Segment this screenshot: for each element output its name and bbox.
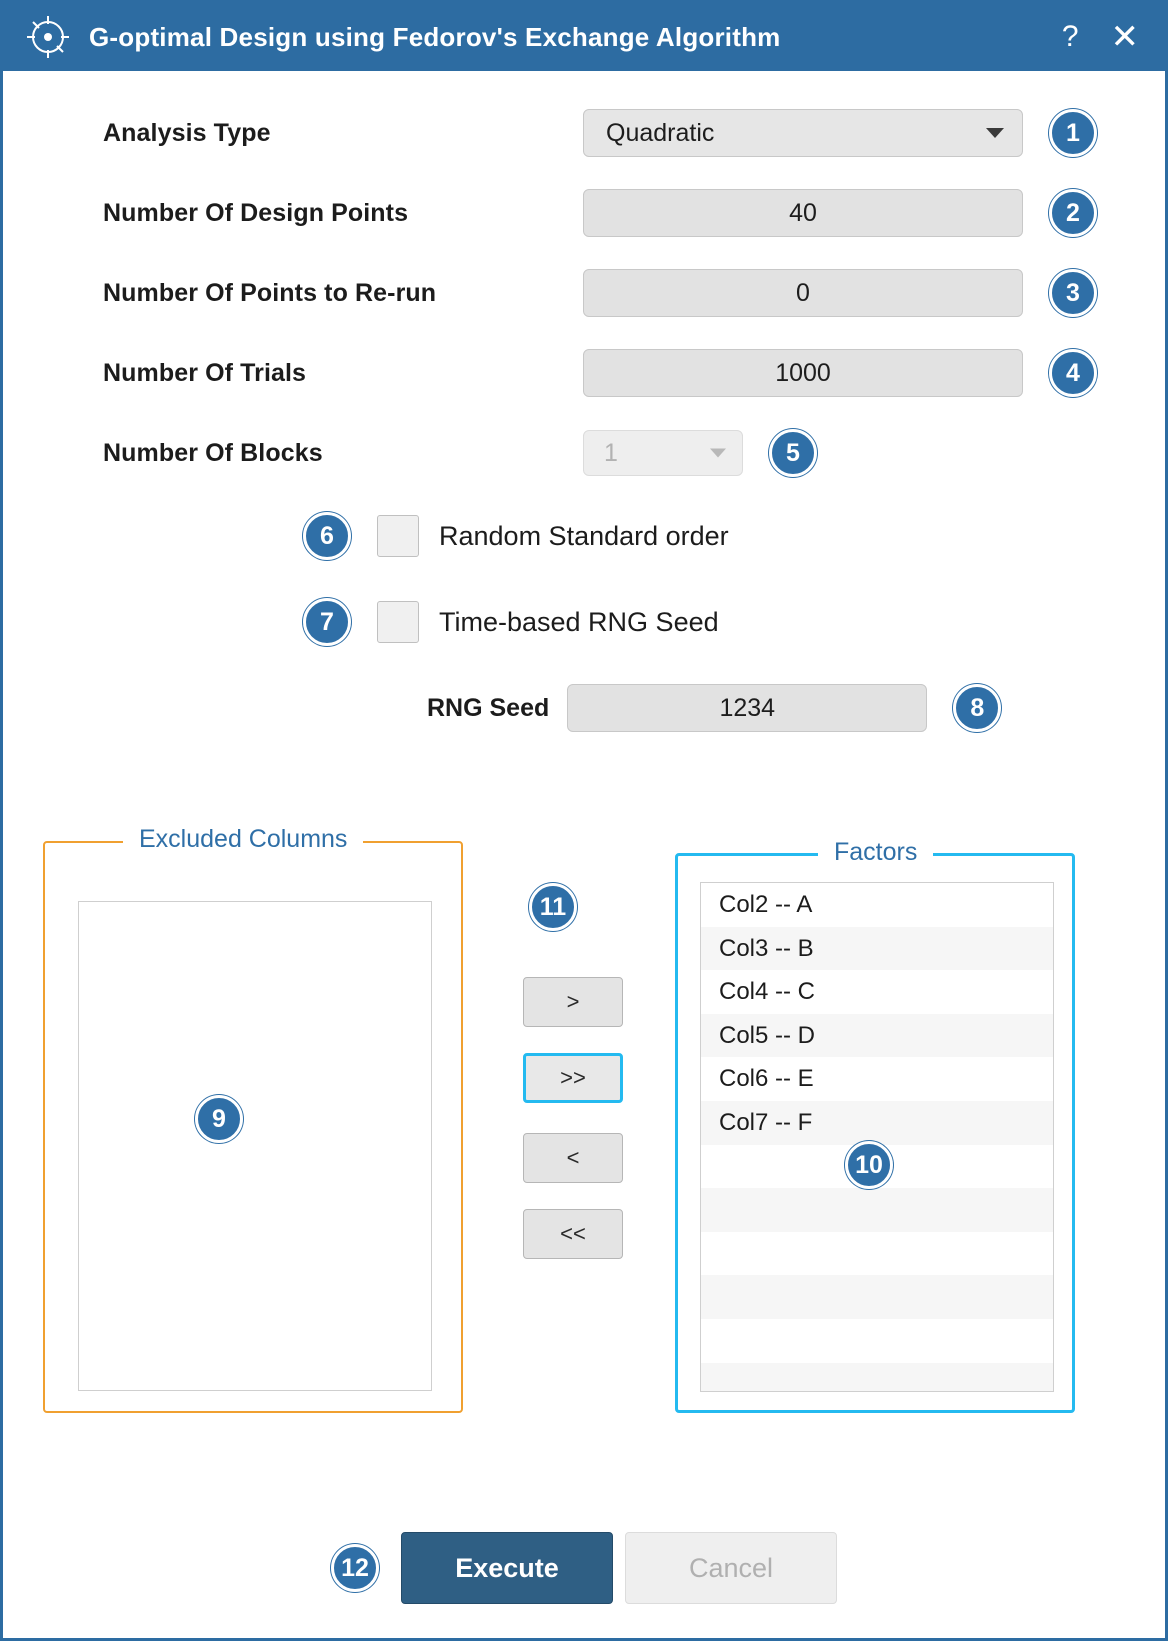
column-transfer-area (3, 823, 1165, 1433)
random-standard-order-checkbox[interactable] (377, 515, 419, 557)
dialog-footer (3, 1532, 1165, 1604)
excluded-columns-title: Excluded Columns (123, 825, 363, 854)
callout-3: 3 (1049, 269, 1097, 317)
close-icon[interactable]: ✕ (1110, 18, 1139, 56)
analysis-type-label: Analysis Type (103, 118, 271, 147)
factors-group (675, 838, 1075, 1413)
execute-button[interactable]: Execute (401, 1532, 613, 1604)
callout-1: 1 (1049, 109, 1097, 157)
rng-seed-input[interactable]: 1234 (567, 684, 927, 732)
callout-4: 4 (1049, 349, 1097, 397)
move-all-left-button[interactable]: << (523, 1209, 623, 1259)
row-design-points (3, 173, 1165, 253)
callout-2: 2 (1049, 189, 1097, 237)
time-based-rng-seed-label: Time-based RNG Seed (439, 606, 719, 637)
list-item[interactable]: Col5 -- D (701, 1014, 1053, 1058)
callout-12: 12 (331, 1544, 379, 1592)
row-rng-seed (3, 665, 1165, 751)
move-all-right-button[interactable]: >> (523, 1053, 623, 1103)
factors-title: Factors (818, 838, 933, 867)
analysis-type-value: Quadratic (606, 118, 715, 147)
move-left-button[interactable]: < (523, 1133, 623, 1183)
title-bar (3, 3, 1165, 71)
list-item-empty (701, 1275, 1053, 1319)
design-points-input[interactable]: 40 (583, 189, 1023, 237)
row-blocks (3, 413, 1165, 493)
analysis-type-select[interactable] (583, 109, 1023, 157)
callout-9: 9 (195, 1095, 243, 1143)
excluded-columns-list[interactable] (78, 901, 432, 1391)
list-item[interactable]: Col2 -- A (719, 891, 813, 918)
list-item[interactable]: Col4 -- C (719, 978, 816, 1006)
factors-list[interactable] (700, 882, 1054, 1392)
points-rerun-input[interactable]: 0 (583, 269, 1023, 317)
move-right-button[interactable]: > (523, 977, 623, 1027)
chevron-down-icon (710, 449, 726, 458)
row-time-based-rng-seed (3, 579, 1165, 665)
list-item-empty (701, 1363, 1053, 1392)
chevron-down-icon (986, 128, 1004, 138)
callout-5: 5 (769, 429, 817, 477)
list-item[interactable]: Col6 -- E (719, 1065, 814, 1093)
callout-8: 8 (953, 684, 1001, 732)
excluded-columns-group (43, 825, 463, 1413)
callout-7: 7 (303, 598, 351, 646)
rng-seed-label: RNG Seed (427, 693, 550, 722)
callout-6: 6 (303, 512, 351, 560)
cancel-button[interactable]: Cancel (625, 1532, 837, 1604)
row-analysis-type (3, 93, 1165, 173)
list-item[interactable]: Col3 -- B (701, 927, 1053, 971)
callout-10: 10 (845, 1141, 893, 1189)
window-title: G-optimal Design using Fedorov's Exchange Algorithm (89, 21, 781, 52)
blocks-select[interactable] (583, 430, 743, 476)
help-icon[interactable]: ? (1061, 20, 1079, 53)
random-standard-order-label: Random Standard order (439, 520, 729, 551)
time-based-rng-seed-checkbox[interactable] (377, 601, 419, 643)
list-item-empty (701, 1232, 1053, 1276)
settings-form (3, 71, 1165, 751)
points-rerun-label: Number Of Points to Re-run (103, 278, 437, 307)
blocks-value: 1 (604, 438, 618, 467)
row-points-rerun (3, 253, 1165, 333)
list-item[interactable]: Col7 -- F (701, 1101, 1053, 1145)
design-points-label: Number Of Design Points (103, 198, 409, 227)
callout-11: 11 (529, 883, 577, 931)
trials-label: Number Of Trials (103, 358, 307, 387)
list-item-empty (701, 1188, 1053, 1232)
trials-input[interactable]: 1000 (583, 349, 1023, 397)
list-item-empty (701, 1319, 1053, 1363)
app-logo-icon (25, 14, 71, 60)
blocks-label: Number Of Blocks (103, 438, 323, 467)
row-random-standard-order (3, 493, 1165, 579)
row-trials (3, 333, 1165, 413)
